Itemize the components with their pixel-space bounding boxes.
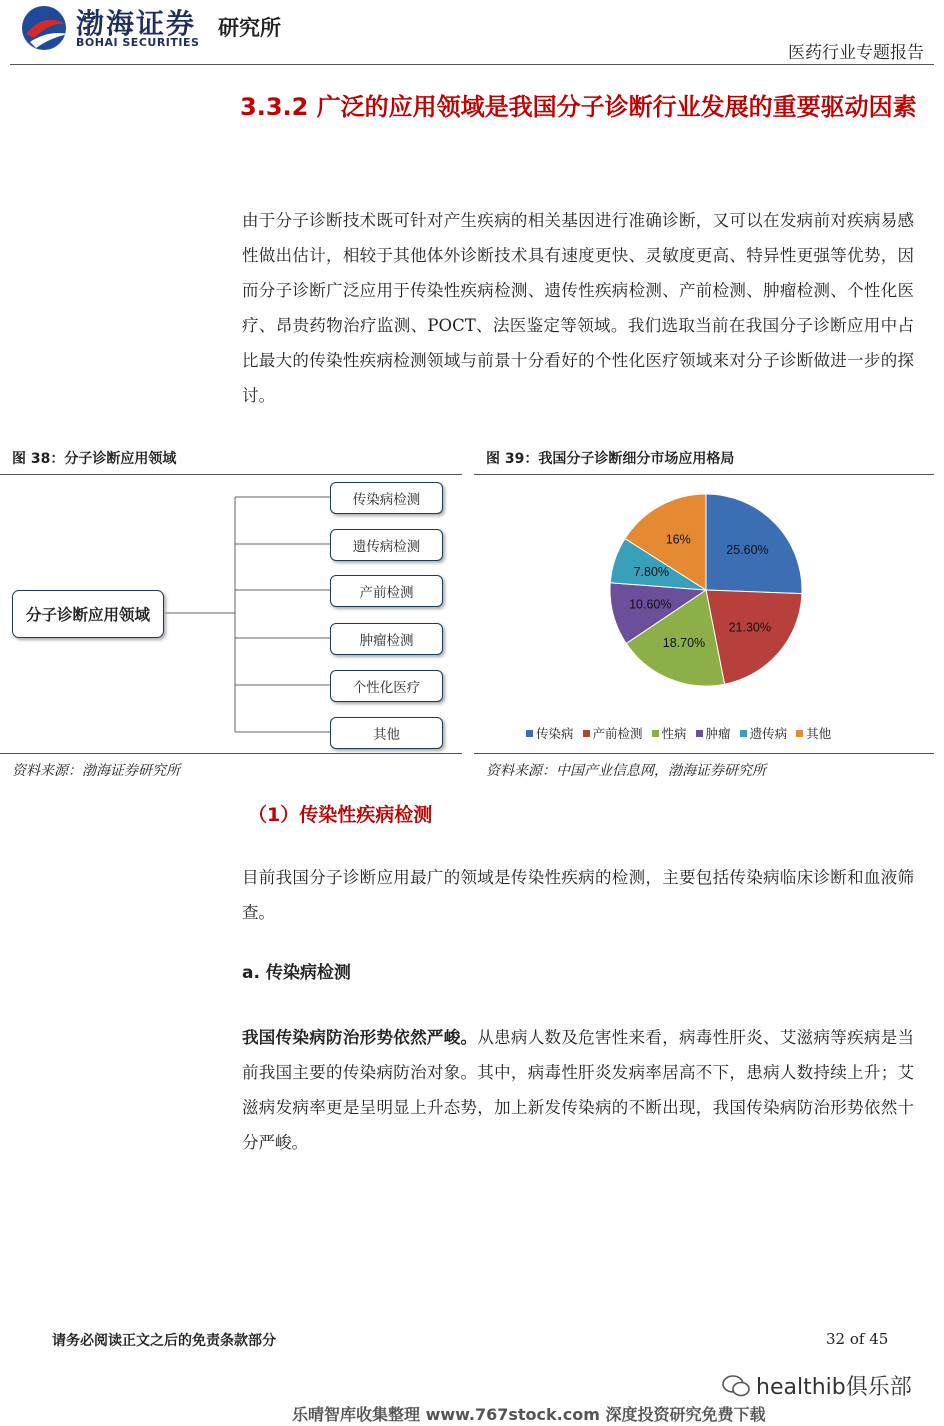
figure38-bottom-rule <box>0 753 462 754</box>
header-divider <box>10 64 934 65</box>
legend-item <box>696 724 731 742</box>
legend-swatch <box>583 730 590 737</box>
legend-item <box>526 724 574 742</box>
diagram-leaf-infectious: 传染病检测 <box>330 482 443 514</box>
pie-data-label: 16% <box>665 532 691 547</box>
figure39-bottom-rule <box>474 753 934 754</box>
figure39-title: 图 39：我国分子诊断细分市场应用格局 <box>486 451 735 467</box>
figure38-source: 资料来源：渤海证券研究所 <box>12 763 180 779</box>
diagram-root-node: 分子诊断应用领域 <box>12 590 164 638</box>
diagram-leaf-genetic: 遗传病检测 <box>330 529 443 561</box>
legend-swatch <box>696 730 703 737</box>
subsection-title: （1）传染性疾病检测 <box>248 804 433 826</box>
legend-item <box>652 724 687 742</box>
institute-label: 研究所 <box>218 16 281 40</box>
legend-swatch <box>526 730 533 737</box>
legend-item <box>583 724 643 742</box>
subsection-paragraph: 目前我国分子诊断应用最广的领域是传染性疾病的检测，主要包括传染病临床诊断和血液筛查。 <box>242 868 914 922</box>
legend-label: 其他 <box>806 726 832 741</box>
legend-swatch <box>740 730 747 737</box>
diagram-leaf-prenatal: 产前检测 <box>330 575 443 607</box>
diagram-leaf-other: 其他 <box>330 717 443 749</box>
pie-data-label: 10.60% <box>629 597 672 612</box>
legend-label: 传染病 <box>536 726 574 741</box>
wechat-icon <box>722 1374 750 1398</box>
legend-label: 产前检测 <box>592 726 643 741</box>
logo-chinese-name: 渤海证券 <box>76 7 197 40</box>
infectious-paragraph <box>242 1020 914 1160</box>
report-type: 医药行业专题报告 <box>788 43 924 63</box>
logo-english-name: BOHAI SECURITIES <box>76 36 200 49</box>
legend-item <box>740 724 788 742</box>
pie-data-label: 21.30% <box>728 620 772 635</box>
diagram-leaf-personalized: 个性化医疗 <box>330 670 443 702</box>
pie-chart <box>474 474 934 714</box>
legend-label: 遗传病 <box>749 726 788 741</box>
page-number: 32 of 45 <box>826 1330 889 1348</box>
disclaimer-note: 请务必阅读正文之后的免责条款部分 <box>52 1333 276 1349</box>
legend-label: 肿瘤 <box>705 726 731 741</box>
diagram-leaf-tumor: 肿瘤检测 <box>330 623 443 655</box>
pie-data-label: 7.80% <box>633 564 670 579</box>
wechat-watermark <box>722 1370 912 1401</box>
pie-data-label: 18.70% <box>662 636 706 651</box>
section-title: 3.3.2 广泛的应用领域是我国分子诊断行业发展的重要驱动因素 <box>240 93 917 121</box>
legend-swatch <box>796 730 803 737</box>
subheading-a: a. 传染病检测 <box>242 963 351 983</box>
legend-swatch <box>652 730 659 737</box>
infectious-lead: 我国传染病防治形势依然严峻。 <box>242 1028 478 1047</box>
figure39-source: 资料来源：中国产业信息网，渤海证券研究所 <box>486 763 766 779</box>
site-watermark: 乐晴智库收集整理 www.767stock.com 深度投资研究免费下载 <box>292 1405 766 1424</box>
pie-legend <box>526 724 831 742</box>
legend-label: 性病 <box>661 726 687 741</box>
figure38-title: 图 38：分子诊断应用领域 <box>12 451 177 467</box>
infectious-body: 从患病人数及危害性来看，病毒性肝炎、艾滋病等疾病是当前我国主要的传染病防治对象。其中，病毒性肝炎发病率居高不下，患病人数持续上升；艾滋病发病率更是呈明显上升态势，加上新发传染病的不断出现，我国传染病防治形势依然十分严峻。 <box>242 1028 915 1152</box>
watermark-account: healthib俱乐部 <box>756 1375 912 1400</box>
bohai-logo-icon <box>20 4 72 52</box>
pie-data-label: 25.60% <box>726 543 769 558</box>
legend-item <box>796 724 831 742</box>
intro-paragraph: 由于分子诊断技术既可针对产生疾病的相关基因进行准确诊断，又可以在发病前对疾病易感性做出估计，相较于其他体外诊断技术具有速度更快、灵敏度更高、特异性更强等优势，因而分子诊断广泛应用于传染性疾病检测、遗传性疾病检测、产前检测、肿瘤检测、个性化医疗、昂贵药物治疗监测、POCT、法医鉴定等领域。我们选取当前在我国分子诊断应用中占比最大的传染性疾病检测领域与前景十分看好的个性化医疗领域来对分子诊断做进一步的探讨。 <box>242 211 914 405</box>
